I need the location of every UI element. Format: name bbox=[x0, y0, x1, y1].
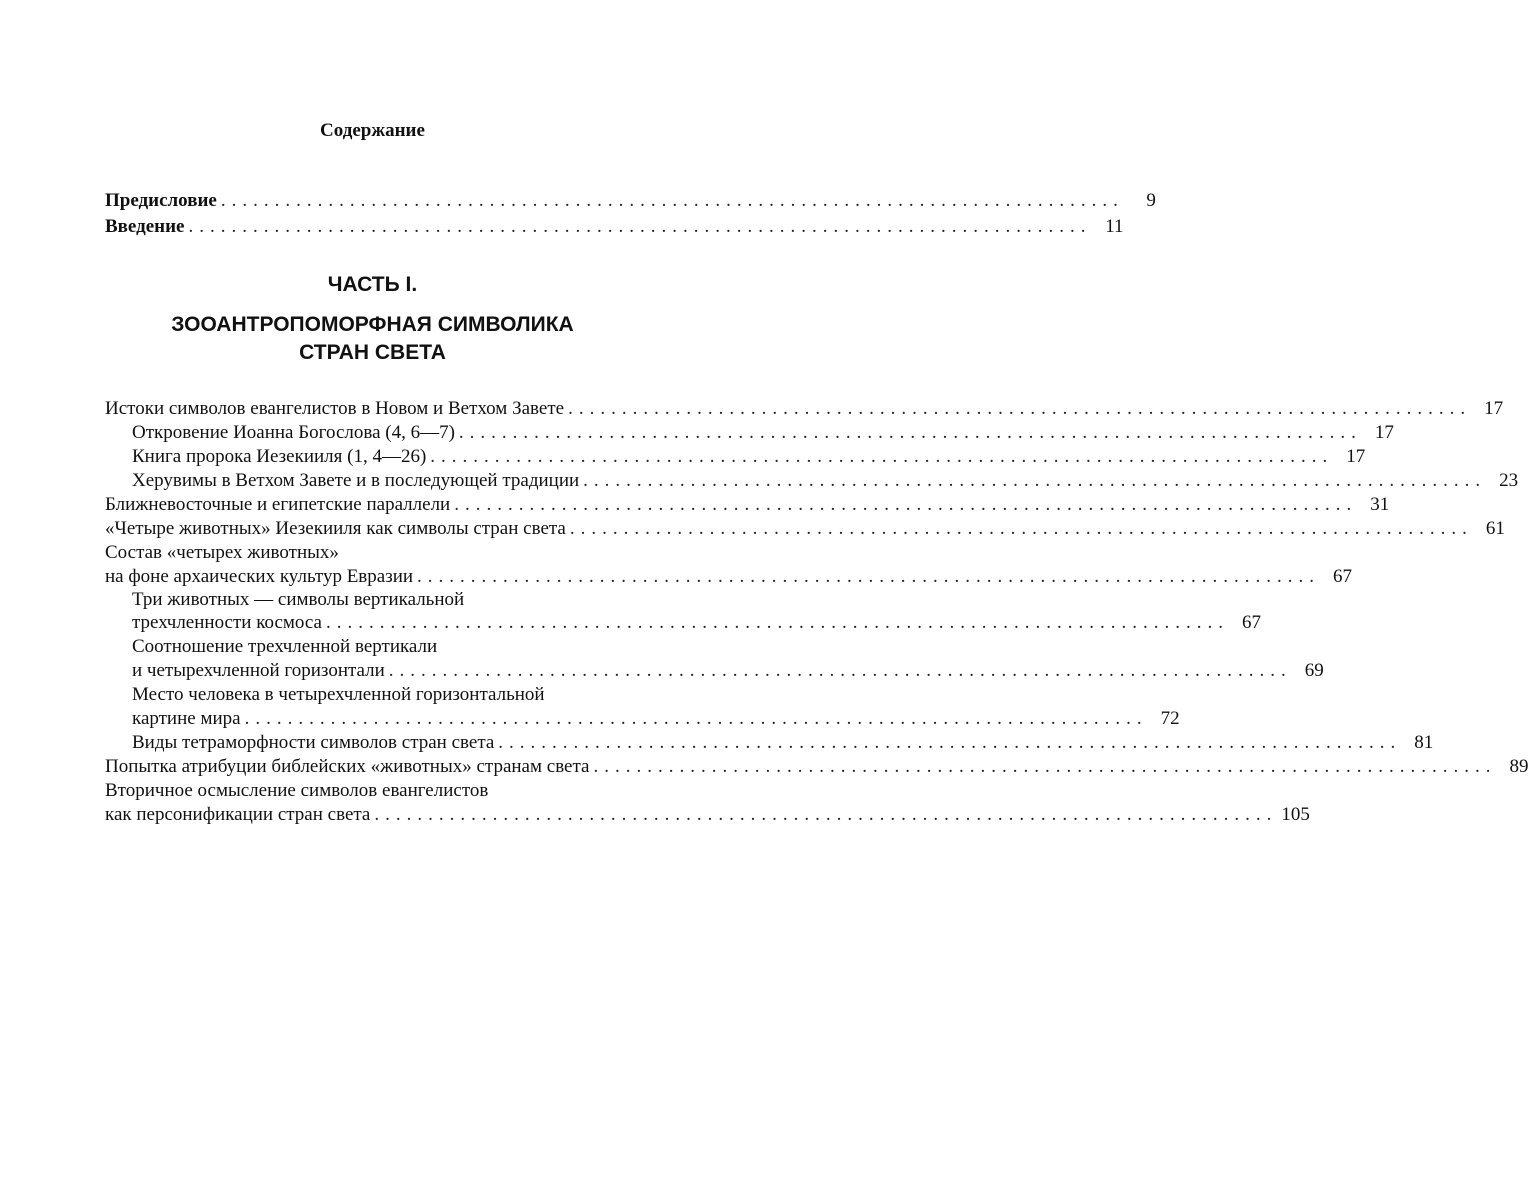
leader-dots: .................................................................................... bbox=[569, 518, 1473, 539]
leader-dots: .................................................................................... bbox=[430, 446, 1334, 467]
toc-page-number: 67 bbox=[1241, 612, 1261, 633]
leader-dots: .................................................................................... bbox=[458, 422, 1362, 443]
toc-entry-text-line1: Соотношение трехчленной вертикали bbox=[132, 636, 438, 657]
toc-entry-text: Виды тетраморфности символов стран света bbox=[132, 732, 495, 753]
toc-entry[interactable] bbox=[132, 612, 1261, 638]
toc-page-number: 81 bbox=[1414, 732, 1434, 753]
leader-dots: .................................................................................... bbox=[388, 660, 1292, 681]
toc-page-number: 31 bbox=[1370, 494, 1390, 515]
leader-dots: .................................................................................... bbox=[374, 804, 1278, 825]
toc-entry-introduction[interactable] bbox=[105, 216, 1124, 242]
toc-page-number: 17 bbox=[1374, 422, 1394, 443]
toc-page-number: 11 bbox=[1105, 216, 1124, 237]
leader-dots: .................................................................................... bbox=[593, 756, 1497, 777]
toc-entry-text: Предисловие bbox=[105, 190, 217, 211]
part-title-line2: СТРАН СВЕТА bbox=[299, 341, 446, 364]
part-label: ЧАСТЬ I. bbox=[327, 273, 418, 296]
toc-page-number: 69 bbox=[1304, 660, 1324, 681]
toc-page-number: 61 bbox=[1485, 518, 1505, 539]
toc-entry-text-line1: Три животных — символы вертикальной bbox=[132, 589, 465, 610]
toc-entry-text: Ближневосточные и египетские параллели bbox=[105, 494, 451, 515]
toc-entry[interactable] bbox=[132, 470, 1519, 496]
toc-entry-text: и четырехчленной горизонтали bbox=[132, 660, 385, 681]
leader-dots: .................................................................................... bbox=[583, 470, 1487, 491]
toc-entry-preface[interactable] bbox=[105, 190, 1156, 216]
toc-entry[interactable] bbox=[105, 494, 1390, 520]
leader-dots: .................................................................................... bbox=[568, 398, 1472, 419]
leader-dots: .................................................................................... bbox=[454, 494, 1358, 515]
toc-page-number: 67 bbox=[1333, 566, 1353, 587]
toc-page-number: 17 bbox=[1346, 446, 1366, 467]
leader-dots: .................................................................................... bbox=[325, 612, 1229, 633]
toc-page-number: 9 bbox=[1146, 190, 1156, 211]
toc-entry-text: «Четыре животных» Иезекииля как символы стран света bbox=[105, 518, 566, 539]
toc-entry-text-line1: Место человека в четырехчленной горизонтальной bbox=[132, 684, 545, 705]
toc-entry[interactable] bbox=[132, 732, 1434, 758]
toc-entry-text: как персонификации стран света bbox=[105, 804, 371, 825]
part-title-line1: ЗООАНТРОПОМОРФНАЯ СИМВОЛИКА bbox=[171, 313, 574, 336]
toc-entry-text: Откровение Иоанна Богослова (4, 6—7) bbox=[132, 422, 455, 443]
leader-dots: .................................................................................... bbox=[498, 732, 1402, 753]
toc-entry[interactable] bbox=[105, 804, 1310, 830]
toc-page-number: 89 bbox=[1509, 756, 1528, 777]
toc-page-number: 23 bbox=[1499, 470, 1519, 491]
toc-entry[interactable] bbox=[105, 398, 1504, 424]
toc-entry-text: картине мира bbox=[132, 708, 241, 729]
toc-page-number: 72 bbox=[1160, 708, 1180, 729]
toc-entry-text: Попытка атрибуции библейских «животных» странам света bbox=[105, 756, 590, 777]
leader-dots: .................................................................................... bbox=[220, 190, 1124, 211]
page-title: Содержание bbox=[320, 120, 425, 141]
toc-entry-text-line1: Состав «четырех животных» bbox=[105, 542, 339, 563]
toc-entry[interactable] bbox=[132, 660, 1324, 686]
leader-dots: .................................................................................... bbox=[188, 216, 1092, 237]
leader-dots: .................................................................................... bbox=[417, 566, 1321, 587]
toc-entry-text: трехчленности космоса bbox=[132, 612, 322, 633]
toc-entry-text-line1: Вторичное осмысление символов евангелистов bbox=[105, 780, 489, 801]
toc-entry-text: Книга пророка Иезекииля (1, 4—26) bbox=[132, 446, 427, 467]
toc-entry-text: Введение bbox=[105, 216, 185, 237]
toc-entry[interactable] bbox=[105, 518, 1505, 544]
toc-entry[interactable] bbox=[132, 708, 1180, 734]
toc-entry-text: Истоки символов евангелистов в Новом и Ветхом Завете bbox=[105, 398, 565, 419]
toc-page-number: 105 bbox=[1281, 804, 1310, 825]
toc-entry[interactable] bbox=[132, 446, 1366, 472]
toc-entry-text: Херувимы в Ветхом Завете и в последующей традиции bbox=[132, 470, 580, 491]
leader-dots: .................................................................................... bbox=[244, 708, 1148, 729]
toc-entry[interactable] bbox=[105, 756, 1528, 782]
toc-entry-text: на фоне архаических культур Евразии bbox=[105, 566, 414, 587]
toc-entry[interactable] bbox=[132, 422, 1394, 448]
toc-page-number: 17 bbox=[1484, 398, 1504, 419]
